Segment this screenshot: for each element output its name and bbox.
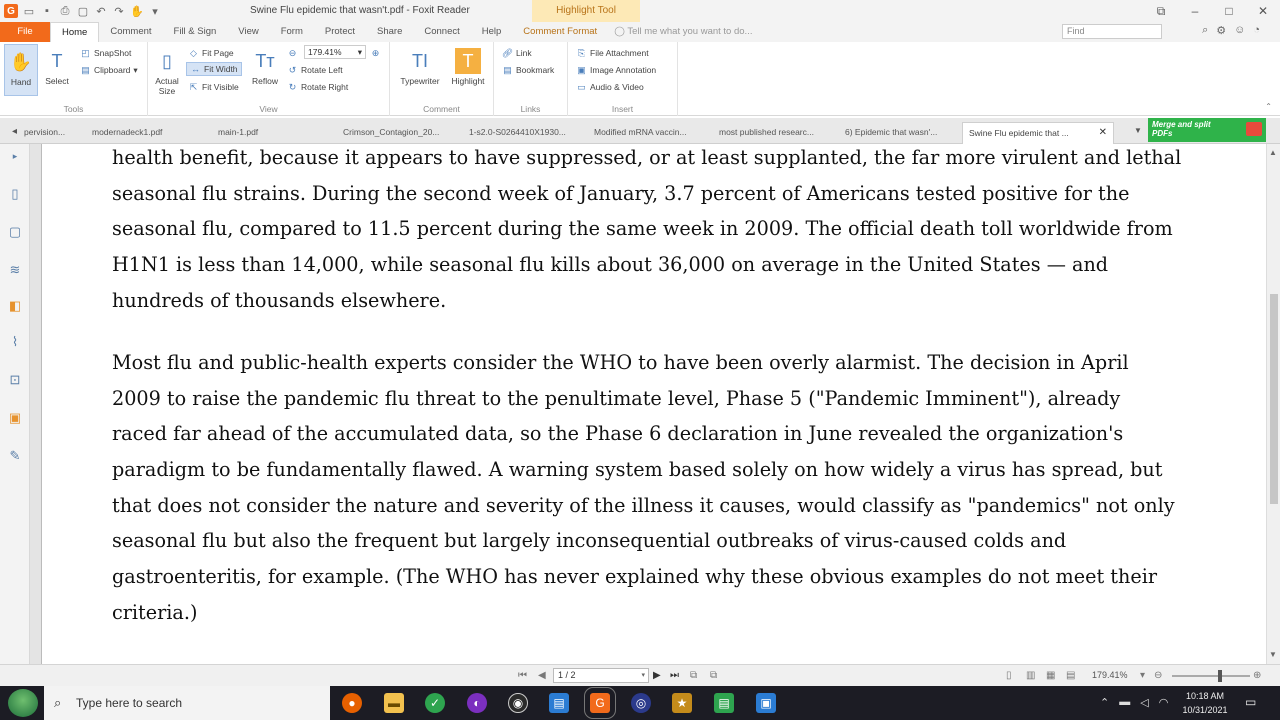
window-title: Swine Flu epidemic that wasn't.pdf - Foxit Reader	[250, 5, 470, 16]
document-page	[42, 144, 1266, 664]
zoom-dropdown-icon[interactable]: ▾	[1140, 670, 1146, 681]
snapshot-button[interactable]	[80, 46, 131, 60]
clipboard-button[interactable]	[80, 63, 138, 77]
user-icon[interactable]: ☺	[1234, 24, 1246, 36]
system-tray	[1100, 696, 1168, 709]
bookmark-label: Bookmark	[516, 65, 555, 75]
search-icon[interactable]: ⌕	[1202, 24, 1209, 36]
link-icon: 🔗︎	[501, 47, 514, 58]
text-line: raced far ahead of the accumulated data, so the Phase 6 declaration in June revealed the organization's	[112, 422, 1124, 446]
zoom-value: 179.41%	[308, 47, 342, 57]
volume-icon[interactable]: ◁	[1140, 697, 1149, 709]
zoom-level: 179.41%	[1092, 670, 1128, 680]
maximize-icon[interactable]: □	[1225, 4, 1233, 18]
tell-me-box[interactable]	[614, 22, 752, 42]
rotate-left-label: Rotate Left	[301, 65, 343, 75]
doc-tab[interactable]: 1-s2.0-S0264410X1930...	[469, 127, 566, 137]
ribbon-home	[0, 42, 1280, 116]
network-icon[interactable]: ▬	[1119, 696, 1131, 708]
foxit-reader-taskbar-icon[interactable]: G	[590, 693, 610, 713]
snapshot-icon: ◰	[81, 47, 90, 58]
zoom-out-icon[interactable]: ⊖	[1154, 670, 1163, 681]
link-label: Link	[516, 48, 532, 58]
settings-icon[interactable]: ⚙	[1216, 25, 1227, 37]
continuous-page-icon[interactable]: ▥	[1026, 670, 1036, 681]
shield-check-icon[interactable]: ✓	[425, 693, 445, 713]
tor-icon[interactable]: ◐	[467, 693, 487, 713]
select-text-icon: T	[51, 50, 63, 71]
zoom-out-icon: ⊖	[288, 47, 297, 58]
paragraph	[112, 349, 1212, 635]
text-line: health benefit, because it appears to have suppressed, or at least supplanted, the far more virulent and lethal	[112, 146, 1182, 169]
find-tools	[1202, 24, 1260, 37]
chrome-icon[interactable]: ◎	[631, 693, 651, 713]
firefox-icon[interactable]: ●	[342, 693, 362, 713]
hand-tool-icon[interactable]: ✋	[130, 5, 144, 18]
scrollbar-thumb[interactable]	[1270, 294, 1278, 504]
rotate-right-button[interactable]	[287, 80, 348, 94]
context-tab-highlight-tool[interactable]: Highlight Tool	[532, 0, 640, 22]
doc-tab[interactable]: modernadeck1.pdf	[92, 127, 163, 137]
tab-fill-sign[interactable]: Fill & Sign	[173, 26, 217, 37]
typewriter-button[interactable]	[400, 48, 440, 86]
ribbon-group-comment	[390, 42, 494, 116]
notepad-icon[interactable]: ▤	[714, 693, 734, 713]
foxit-logo-icon: G	[4, 4, 18, 18]
rotate-left-icon: ↺	[288, 64, 297, 75]
zoom-slider-thumb[interactable]	[1218, 670, 1222, 682]
previous-view-icon[interactable]: ⧉	[690, 670, 698, 681]
fit-width-label: Fit Width	[204, 64, 238, 74]
paperclip-icon: ⎘	[577, 47, 586, 58]
group-label-view: View	[259, 104, 278, 114]
wifi-icon[interactable]: ◠	[1158, 697, 1169, 709]
text-line: criteria.)	[112, 600, 198, 624]
typewriter-label: Typewriter	[400, 76, 440, 86]
signatures-panel-icon[interactable]: ⊡	[9, 372, 21, 387]
panel-splitter[interactable]	[30, 144, 42, 664]
bookmark-icon: ▤	[503, 64, 512, 75]
fit-page-button[interactable]	[188, 46, 234, 60]
minimize-icon[interactable]: –	[1191, 4, 1199, 18]
group-label-tools: Tools	[63, 104, 84, 114]
restore-icon[interactable]: ⧉	[1156, 3, 1166, 18]
actual-size-icon: ▯	[162, 50, 172, 71]
fit-visible-label: Fit Visible	[202, 82, 239, 92]
file-attachment-label: File Attachment	[590, 48, 649, 58]
tab-help[interactable]: Help	[481, 26, 502, 37]
zoom-select[interactable]	[304, 45, 366, 59]
image-icon: ▣	[577, 64, 586, 75]
reflow-icon: Tт	[255, 50, 275, 71]
zoom-out-button[interactable]	[287, 46, 298, 60]
print-icon[interactable]: ⎙	[60, 4, 70, 17]
chevron-down-icon: ▾	[357, 47, 362, 57]
highlight-label: Highlight	[451, 76, 485, 86]
new-window-icon[interactable]: ▢	[77, 5, 89, 18]
pdf-icon	[1246, 122, 1262, 136]
text-line: Most flu and public-health experts consider the WHO to have been overly alarmist. The decision in April	[112, 351, 1129, 374]
comments-panel-icon[interactable]: ◧	[8, 298, 22, 313]
layers-panel-icon[interactable]: ≋	[9, 262, 21, 277]
doc-tab[interactable]: 6) Epidemic that wasn'...	[845, 127, 938, 137]
hand-label: Hand	[10, 77, 32, 87]
video-icon: ▭	[577, 81, 586, 92]
scroll-tabs-left-icon[interactable]: ◂	[12, 126, 18, 137]
clipboard-label: Clipboard	[94, 65, 131, 75]
text-line: H1N1 is less than 14,000, while seasonal flu kills about 36,000 on average in the United States — and	[112, 253, 1109, 277]
quick-access-toolbar	[0, 4, 162, 18]
zoom-in-icon[interactable]: ⊕	[1253, 670, 1262, 681]
expand-panel-icon[interactable]: ▸	[12, 150, 18, 161]
fit-page-icon: ◇	[190, 47, 197, 58]
fit-visible-icon: ⇱	[189, 81, 198, 92]
text-line: paradigm to be fundamentally flawed. A warning system based solely on how widely a virus has spread, but	[112, 458, 1163, 482]
text-line: seasonal flu, compared to 11.5 percent during the same week in 2009. The official death toll worldwide from	[112, 217, 1173, 241]
window-controls	[1144, 0, 1280, 22]
doc-tab[interactable]: Modified mRNA vaccin...	[594, 127, 687, 137]
reflow-button[interactable]	[248, 48, 282, 86]
vertical-scrollbar[interactable]	[1266, 144, 1280, 664]
ribbon-group-view	[148, 42, 390, 116]
group-label-insert: Insert	[611, 104, 634, 114]
attachments-panel-icon[interactable]: ⌇	[11, 334, 19, 349]
tab-home[interactable]: Home	[50, 22, 99, 42]
file-explorer-icon[interactable]: ▬	[384, 693, 404, 713]
fit-page-label: Fit Page	[202, 48, 234, 58]
zoom-in-icon: ⊕	[371, 47, 380, 58]
fit-width-button[interactable]	[186, 62, 242, 76]
save-icon[interactable]: ▪	[45, 5, 49, 17]
tab-connect[interactable]: Connect	[424, 26, 460, 37]
clock-time: 10:18 AM	[1185, 691, 1225, 701]
previous-page-icon[interactable]: ◀	[538, 670, 546, 681]
doc-tab[interactable]: pervision...	[24, 127, 66, 137]
tab-share[interactable]: Share	[377, 26, 403, 37]
close-tab-icon[interactable]: ✕	[1098, 127, 1107, 138]
text-line: seasonal flu strains. During the second week of January, 3.7 percent of Americans tested positive for the	[112, 181, 1130, 205]
navigation-panel	[0, 144, 30, 664]
chevron-down-icon: ▾	[133, 64, 138, 75]
doc-tab[interactable]: Crimson_Contagion_20...	[343, 127, 440, 137]
image-annotation-button[interactable]	[576, 63, 656, 77]
next-page-icon[interactable]: ▶	[653, 670, 661, 681]
next-view-icon[interactable]: ⧉	[710, 670, 718, 681]
content-panel-icon[interactable]: ✎	[9, 448, 21, 463]
fit-width-icon: ↔	[191, 64, 200, 74]
scroll-down-icon[interactable]: ▼	[1269, 650, 1277, 659]
clipboard-icon: ▤	[81, 64, 90, 75]
zoom-slider[interactable]	[1172, 675, 1250, 677]
text-line: hundreds of thousands elsewhere.	[112, 288, 447, 312]
last-page-icon[interactable]: ⏭	[670, 670, 679, 681]
collapse-ribbon-icon[interactable]: ⌃	[1265, 102, 1272, 111]
snapshot-label: SnapShot	[94, 48, 132, 58]
open-folder-icon[interactable]: ▭	[23, 5, 35, 18]
tell-me-text: Tell me what you want to do...	[627, 26, 753, 37]
hand-button[interactable]	[4, 44, 38, 96]
text-line: that does not consider the nature and severity of the illness it causes, would classify as "pandemics" not only	[112, 493, 1175, 517]
text-line: 2009 to raise the pandemic flu threat to the penultimate level, Phase 5 ("Pandemic Imminent"), already	[112, 386, 1121, 410]
scroll-up-icon[interactable]: ▲	[1269, 148, 1277, 157]
audio-video-label: Audio & Video	[590, 82, 644, 92]
actual-size-button[interactable]	[150, 48, 184, 96]
zoom-in-button[interactable]	[370, 46, 381, 60]
status-bar	[0, 664, 1280, 686]
single-page-icon[interactable]: ▯	[1006, 670, 1012, 681]
taskbar-search[interactable]	[44, 686, 330, 720]
bookmark-button[interactable]	[502, 63, 554, 77]
continuous-facing-icon[interactable]: ▤	[1066, 670, 1076, 681]
customize-toolbar-icon[interactable]: ▾	[152, 5, 158, 18]
close-icon[interactable]: ✕	[1257, 4, 1269, 18]
typewriter-icon: TI	[412, 50, 428, 71]
group-label-comment: Comment	[423, 104, 460, 114]
ribbon-group-links	[494, 42, 568, 116]
rotate-right-label: Rotate Right	[301, 82, 349, 92]
tab-comment-format[interactable]: Comment Format	[523, 26, 598, 37]
fit-visible-button[interactable]	[188, 80, 239, 94]
word-doc-icon[interactable]: ▤	[549, 693, 569, 713]
action-center-icon[interactable]: ▭	[1245, 695, 1257, 709]
text-line: seasonal flu but also the frequent but largely inconsequential outbreaks of virus-caused colds and	[112, 529, 1067, 553]
search-icon: ⌕	[54, 695, 62, 710]
page-number: 1 / 2	[558, 670, 576, 680]
notification-icon[interactable]: ◔	[1253, 24, 1260, 36]
hand-icon: ✋	[9, 51, 33, 72]
security-lock-icon[interactable]: ▣	[8, 410, 22, 425]
redo-icon[interactable]: ↷	[114, 5, 124, 18]
text-line: gastroenteritis, for example. (The WHO has never explained why these obvious examples do not meet their	[112, 565, 1157, 589]
merge-split-text: Merge and split PDFs	[1152, 120, 1211, 138]
github-icon[interactable]: ◉	[508, 693, 528, 713]
select-label: Select	[45, 76, 69, 86]
tab-list-dropdown-icon[interactable]: ▼	[1134, 126, 1142, 135]
highlight-icon: T	[455, 48, 481, 74]
doc-tab[interactable]: most published researc...	[719, 127, 814, 137]
image-annotation-label: Image Annotation	[590, 65, 657, 75]
select-button[interactable]	[40, 48, 74, 86]
paragraph	[112, 144, 1212, 322]
doc-tab-label: Swine Flu epidemic that ...	[969, 128, 1069, 138]
find-input[interactable]: Find	[1062, 24, 1162, 39]
link-button[interactable]	[502, 46, 532, 60]
remote-desktop-icon[interactable]: ▣	[756, 693, 776, 713]
first-page-icon[interactable]: ⏮	[518, 670, 527, 681]
rotate-right-icon: ↻	[288, 81, 297, 92]
reflow-label: Reflow	[252, 76, 278, 86]
file-attachment-button[interactable]	[576, 46, 649, 60]
ribbon-group-insert	[568, 42, 678, 116]
show-hidden-icons-icon[interactable]: ⌃	[1100, 697, 1110, 709]
windows-taskbar	[0, 686, 1280, 720]
clock[interactable]	[1180, 689, 1230, 717]
doc-tab[interactable]: main-1.pdf	[218, 127, 259, 137]
tab-protect[interactable]: Protect	[324, 26, 355, 37]
lightbulb-icon: ◯	[614, 26, 628, 37]
audio-video-button[interactable]	[576, 80, 644, 94]
start-button[interactable]	[8, 689, 38, 717]
tab-view[interactable]: View	[238, 26, 259, 37]
title-bar	[0, 0, 1280, 22]
highlight-button[interactable]	[448, 44, 488, 86]
actual-size-label: Actual Size	[155, 76, 179, 96]
clock-date: 10/31/2021	[1182, 705, 1228, 715]
doc-tab-active[interactable]	[962, 122, 1114, 144]
chevron-down-icon: ▾	[641, 672, 645, 679]
star-app-icon[interactable]: ★	[672, 693, 692, 713]
tab-form[interactable]: Form	[280, 26, 303, 37]
bookmarks-panel-icon[interactable]: ▯	[11, 186, 19, 201]
pages-panel-icon[interactable]: ▢	[8, 224, 22, 239]
rotate-left-button[interactable]	[287, 63, 343, 77]
tab-comment[interactable]: Comment	[110, 26, 152, 37]
page-number-input[interactable]	[553, 668, 649, 683]
merge-split-banner[interactable]	[1148, 118, 1266, 142]
document-tabs	[0, 118, 1280, 144]
tab-file[interactable]: File	[0, 22, 50, 42]
facing-page-icon[interactable]: ▦	[1046, 670, 1056, 681]
ribbon-group-tools	[0, 42, 148, 116]
search-placeholder: Type here to search	[76, 696, 183, 710]
group-label-links: Links	[520, 104, 541, 114]
undo-icon[interactable]: ↶	[96, 5, 106, 18]
